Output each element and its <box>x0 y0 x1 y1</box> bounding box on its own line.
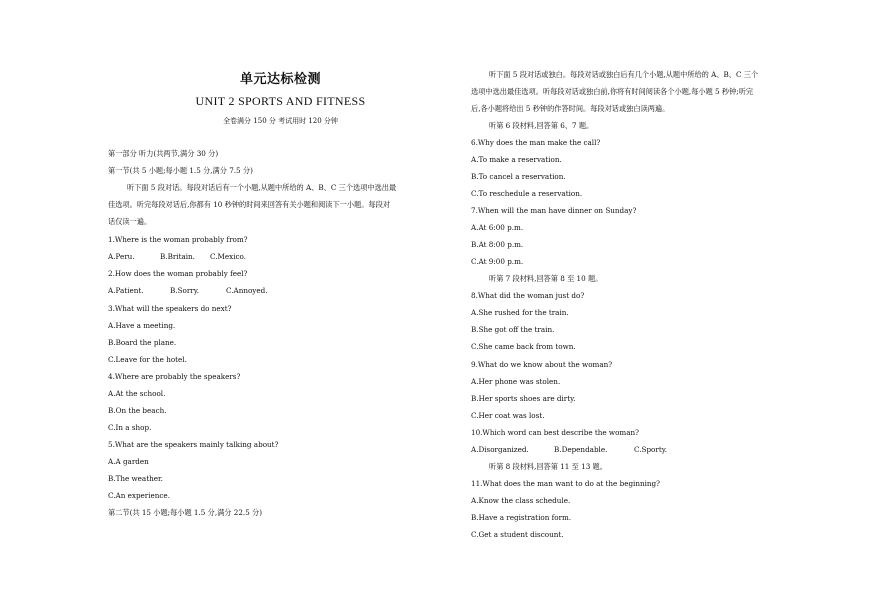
option: A.A garden <box>108 457 149 466</box>
option: C.Mexico. <box>210 252 247 261</box>
option: C.Sporty. <box>634 445 668 454</box>
option: C.At 9:00 p.m. <box>471 257 524 266</box>
option: B.The weather. <box>108 474 163 483</box>
question: 3.What will the speakers do next? <box>108 304 232 313</box>
part-heading: 第一部分 听力(共两节,满分 30 分) <box>108 149 219 158</box>
option: B.She got off the train. <box>471 325 555 334</box>
option: B.To cancel a reservation. <box>471 172 566 181</box>
material-heading: 听第 6 段材料,回答第 6、7 题。 <box>489 121 594 130</box>
question: 9.What do we know about the woman? <box>471 360 613 369</box>
option: A.Peru. <box>108 252 135 261</box>
instructions-line: 听下面 5 段对话或独白。每段对话或独白后有几个小题,从题中所给的 A、B、C 三个 <box>489 70 759 79</box>
options-row <box>108 252 246 262</box>
section-heading: 第二节(共 15 小题;每小题 1.5 分,满分 22.5 分) <box>108 508 263 517</box>
material-heading: 听第 7 段材料,回答第 8 至 10 题。 <box>489 274 603 283</box>
unit-title: UNIT 2 SPORTS AND FITNESS <box>195 94 366 108</box>
option: B.Board the plane. <box>108 338 177 347</box>
exam-note: 全卷满分 150 分 考试用时 120 分钟 <box>223 117 338 125</box>
option: A.At 6:00 p.m. <box>471 223 524 232</box>
option: A.She rushed for the train. <box>471 308 569 317</box>
option: A.Know the class schedule. <box>471 496 571 505</box>
option: B.On the beach. <box>108 406 167 415</box>
option: C.In a shop. <box>108 423 152 432</box>
question: 7.When will the man have dinner on Sunday? <box>471 206 637 215</box>
instructions-line: 话仅读一遍。 <box>108 217 152 226</box>
option: C.Leave for the hotel. <box>108 355 187 364</box>
option: C.Annoyed. <box>226 286 268 295</box>
question: 4.Where are probably the speakers? <box>108 372 241 381</box>
option: C.She came back from town. <box>471 342 576 351</box>
instructions-line: 选项中选出最佳选项。听每段对话或独白前,你将有时间阅读各个小题,每小题 5 秒钟;听完 <box>471 87 754 96</box>
option: B.Dependable. <box>554 445 608 454</box>
instructions-line: 后,各小题将给出 5 秒钟的作答时间。每段对话或独白读两遍。 <box>471 104 670 113</box>
material-heading: 听第 8 段材料,回答第 11 至 13 题。 <box>489 462 607 471</box>
option: B.Her sports shoes are dirty. <box>471 394 576 403</box>
option: A.To make a reservation. <box>471 155 562 164</box>
page-title: 单元达标检测 <box>239 72 321 87</box>
option: C.An experience. <box>108 491 170 500</box>
instructions-line: 佳选项。听完每段对话后,你都有 10 秒钟的时间来回答有关小题和阅读下一小题。每段对 <box>108 200 390 209</box>
question: 6.Why does the man make the call? <box>471 138 601 147</box>
option: C.To reschedule a reservation. <box>471 189 583 198</box>
question: 8.What did the woman just do? <box>471 291 585 300</box>
option: B.At 8:00 p.m. <box>471 240 524 249</box>
section-heading: 第一节(共 5 小题;每小题 1.5 分,满分 7.5 分) <box>108 166 253 175</box>
option: A.Disorganized. <box>471 445 529 454</box>
question: 5.What are the speakers mainly talking about? <box>108 440 279 449</box>
options-row <box>108 286 268 296</box>
option: A.Patient. <box>108 286 144 295</box>
option: A.Her phone was stolen. <box>471 377 561 386</box>
option: B.Britain. <box>160 252 195 261</box>
option: B.Sorry. <box>170 286 200 295</box>
option: C.Get a student discount. <box>471 530 564 539</box>
options-row <box>471 445 667 455</box>
option: A.Have a meeting. <box>108 321 176 330</box>
option: B.Have a registration form. <box>471 513 572 522</box>
option: A.At the school. <box>108 389 166 398</box>
option: C.Her coat was lost. <box>471 411 545 420</box>
question: 1.Where is the woman probably from? <box>108 235 248 244</box>
question: 2.How does the woman probably feel? <box>108 269 248 278</box>
question: 11.What does the man want to do at the beginning? <box>471 479 660 488</box>
instructions-line: 听下面 5 段对话。每段对话后有一个小题,从题中所给的 A、B、C 三个选项中选出最 <box>127 183 397 192</box>
question: 10.Which word can best describe the woman? <box>471 428 639 437</box>
